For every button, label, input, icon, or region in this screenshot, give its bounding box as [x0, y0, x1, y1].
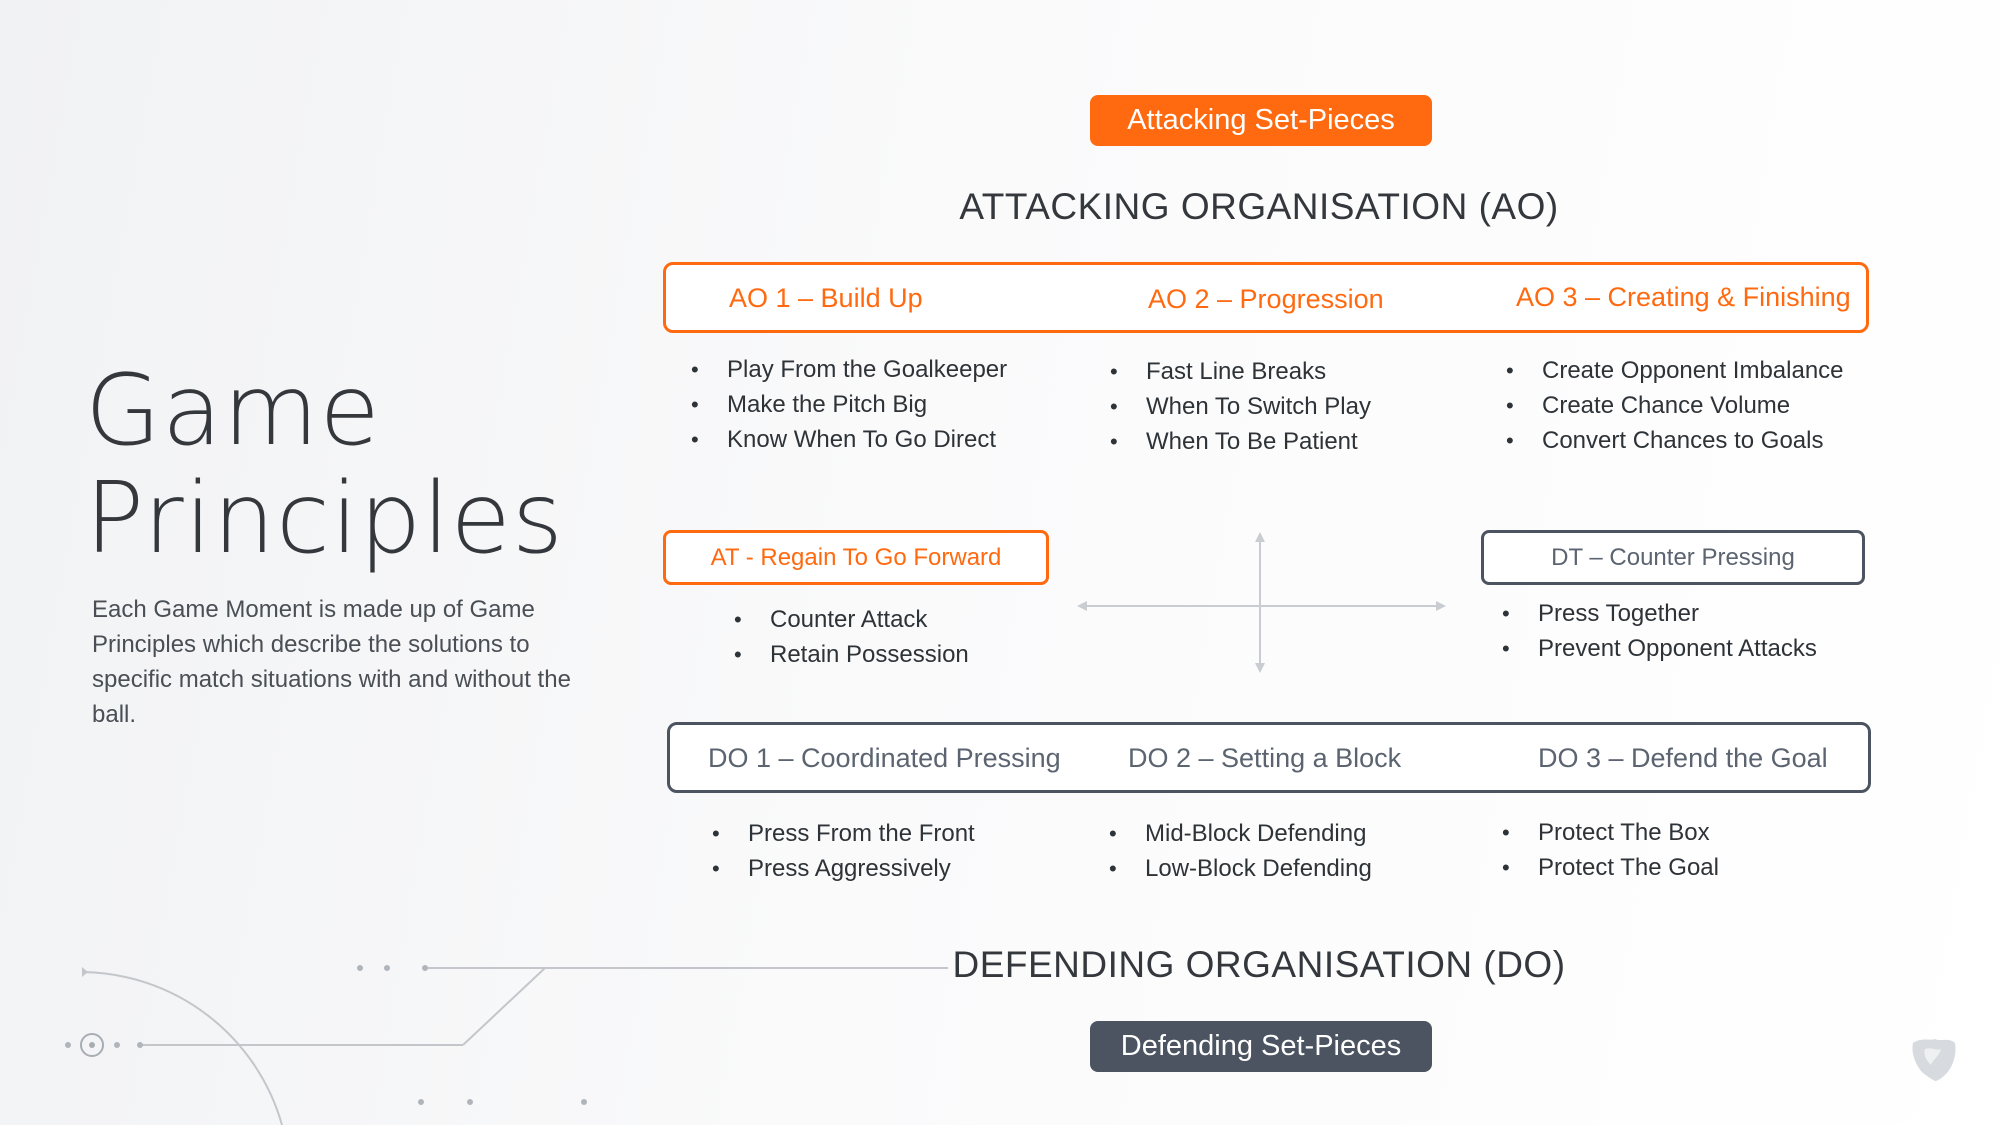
dt-list	[1502, 596, 1817, 666]
ao2-label[interactable]: AO 2 – Progression	[1148, 284, 1384, 314]
do3-label[interactable]: DO 3 – Defend the Goal	[1538, 743, 1828, 773]
attacking-organisation-heading: ATTACKING ORGANISATION (AO)	[959, 186, 1559, 227]
defending-organisation-band	[667, 722, 1871, 793]
do1-list	[712, 816, 975, 886]
list-item: • Create Chance Volume	[1506, 388, 1844, 423]
list-item: • Convert Chances to Goals	[1506, 423, 1844, 458]
attacking-set-pieces-button[interactable]: Attacking Set-Pieces	[1090, 95, 1432, 146]
attacking-transition-box[interactable]	[663, 530, 1049, 585]
list-item: • Press Aggressively	[712, 851, 975, 886]
list-item: • Prevent Opponent Attacks	[1502, 631, 1817, 666]
list-item: • Press Together	[1502, 596, 1817, 631]
defending-organisation-heading: DEFENDING ORGANISATION (DO)	[952, 944, 1566, 985]
shield-logo-icon	[1907, 1035, 1961, 1085]
list-item: • When To Be Patient	[1110, 424, 1371, 459]
do1-label[interactable]: DO 1 – Coordinated Pressing	[708, 743, 1061, 773]
ao1-label[interactable]: AO 1 – Build Up	[729, 283, 923, 313]
at-label: AT - Regain To Go Forward	[710, 543, 1002, 571]
ao3-label[interactable]: AO 3 – Creating & Finishing	[1516, 282, 1851, 312]
attacking-organisation-band	[663, 262, 1869, 333]
page-title-line1: Game	[85, 354, 381, 468]
list-item: • Know When To Go Direct	[691, 422, 1007, 457]
do3-list	[1502, 815, 1719, 885]
page-title-line2: Principles	[85, 462, 564, 576]
list-item: • Low-Block Defending	[1109, 851, 1372, 886]
defending-set-pieces-button[interactable]: Defending Set-Pieces	[1090, 1021, 1432, 1072]
ao2-list	[1110, 354, 1371, 459]
list-item: • Protect The Goal	[1502, 850, 1719, 885]
ao1-list	[691, 352, 1007, 457]
list-item: • Fast Line Breaks	[1110, 354, 1371, 389]
description-text: Each Game Moment is made up of Game Principles which describe the solutions to specific match situations with and without the ball.	[92, 596, 571, 728]
do2-label[interactable]: DO 2 – Setting a Block	[1128, 743, 1402, 773]
list-item: • Counter Attack	[734, 602, 969, 637]
list-item: • When To Switch Play	[1110, 389, 1371, 424]
list-item: • Retain Possession	[734, 637, 969, 672]
list-item: • Make the Pitch Big	[691, 387, 1007, 422]
ao3-list	[1506, 353, 1844, 458]
list-item: • Press From the Front	[712, 816, 975, 851]
list-item: • Mid-Block Defending	[1109, 816, 1372, 851]
crosshair-arrows-icon	[1075, 530, 1450, 675]
list-item: • Create Opponent Imbalance	[1506, 353, 1844, 388]
defending-transition-box[interactable]	[1481, 530, 1865, 585]
at-list	[734, 602, 969, 672]
list-item: • Protect The Box	[1502, 815, 1719, 850]
do2-list	[1109, 816, 1372, 886]
list-item: • Play From the Goalkeeper	[691, 352, 1007, 387]
dt-label: DT – Counter Pressing	[1551, 543, 1795, 571]
